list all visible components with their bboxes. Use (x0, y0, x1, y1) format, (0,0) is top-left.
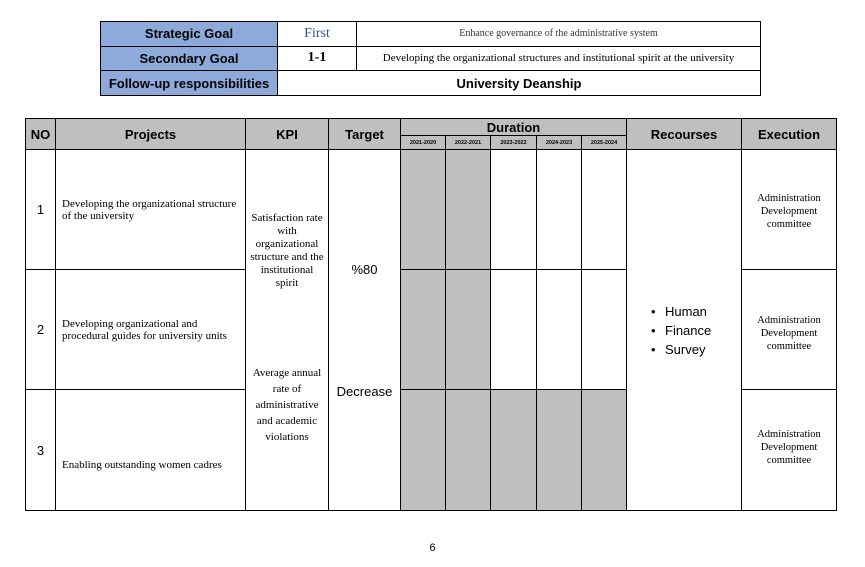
secondary-goal-value: 1-1 (278, 46, 357, 71)
bullet-icon: • (651, 303, 656, 319)
duration-cell (537, 150, 582, 270)
strategic-goal-value: First (278, 22, 357, 47)
kpi-satisfaction: Satisfaction rate with organizational structure and the institutional spirit (250, 212, 324, 289)
header-duration: Duration (401, 119, 627, 136)
duration-cell (491, 270, 537, 390)
resources-cell (627, 150, 742, 511)
list-item (651, 302, 741, 321)
duration-cell (582, 390, 627, 511)
execution-cell (742, 390, 837, 511)
followup-row (101, 71, 761, 96)
header-year-4: 2024-2023 (537, 136, 582, 150)
resources-list (627, 302, 741, 359)
row-number: 3 (26, 390, 56, 511)
header-year-2: 2022-2021 (446, 136, 491, 150)
plan-table (25, 118, 837, 511)
header-year-5: 2025-2024 (582, 136, 627, 150)
duration-cell (446, 390, 491, 511)
resource-label: Survey (665, 341, 706, 357)
strategic-goal-row (101, 22, 761, 47)
goals-table (100, 21, 761, 96)
header-no: NO (26, 119, 56, 150)
header-kpi: KPI (246, 119, 329, 150)
kpi-violations: Average annual rate of administrative and academic violations (252, 367, 322, 443)
target-cell (329, 150, 401, 511)
header-resources: Recourses (627, 119, 742, 150)
header-year-1: 2021-2020 (401, 136, 446, 150)
header-year-3: 2023-2022 (491, 136, 537, 150)
resource-label: Human (665, 303, 707, 319)
duration-cell (582, 150, 627, 270)
duration-cell (446, 150, 491, 270)
secondary-goal-description: Developing the organizational structures and institutional spirit at the university (357, 46, 761, 71)
execution-label: Administration Development committee (757, 193, 821, 230)
resource-label: Finance (665, 322, 712, 338)
strategic-goal-label: Strategic Goal (101, 22, 278, 47)
followup-label: Follow-up responsibilities (101, 71, 278, 96)
bullet-icon: • (651, 322, 656, 338)
header-projects: Projects (56, 119, 246, 150)
duration-cell (491, 150, 537, 270)
project-name: Developing organizational and procedural guides for university units (56, 270, 246, 390)
page-number: 6 (429, 542, 436, 554)
row-number: 2 (26, 270, 56, 390)
duration-cell (537, 390, 582, 511)
duration-cell (491, 390, 537, 511)
table-row (26, 150, 837, 270)
header-target: Target (329, 119, 401, 150)
secondary-goal-label: Secondary Goal (101, 46, 278, 71)
strategic-goal-description: Enhance governance of the administrative system (357, 22, 761, 47)
row-number: 1 (26, 150, 56, 270)
header-execution: Execution (742, 119, 837, 150)
kpi-cell (246, 150, 329, 511)
execution-label: Administration Development committee (757, 429, 821, 466)
target-violations: Decrease (336, 384, 393, 399)
duration-cell (446, 270, 491, 390)
project-name: Enabling outstanding women cadres (56, 390, 246, 511)
execution-cell (742, 150, 837, 270)
list-item (651, 321, 741, 340)
target-satisfaction: %80 (351, 262, 378, 277)
bullet-icon: • (651, 341, 656, 357)
duration-cell (401, 390, 446, 511)
followup-value: University Deanship (278, 71, 761, 96)
duration-cell (401, 270, 446, 390)
duration-cell (537, 270, 582, 390)
duration-cell (582, 270, 627, 390)
secondary-goal-row (101, 46, 761, 71)
execution-cell (742, 270, 837, 390)
project-name: Developing the organizational structure of the university (56, 150, 246, 270)
list-item (651, 340, 741, 359)
duration-cell (401, 150, 446, 270)
execution-label: Administration Development committee (757, 315, 821, 352)
